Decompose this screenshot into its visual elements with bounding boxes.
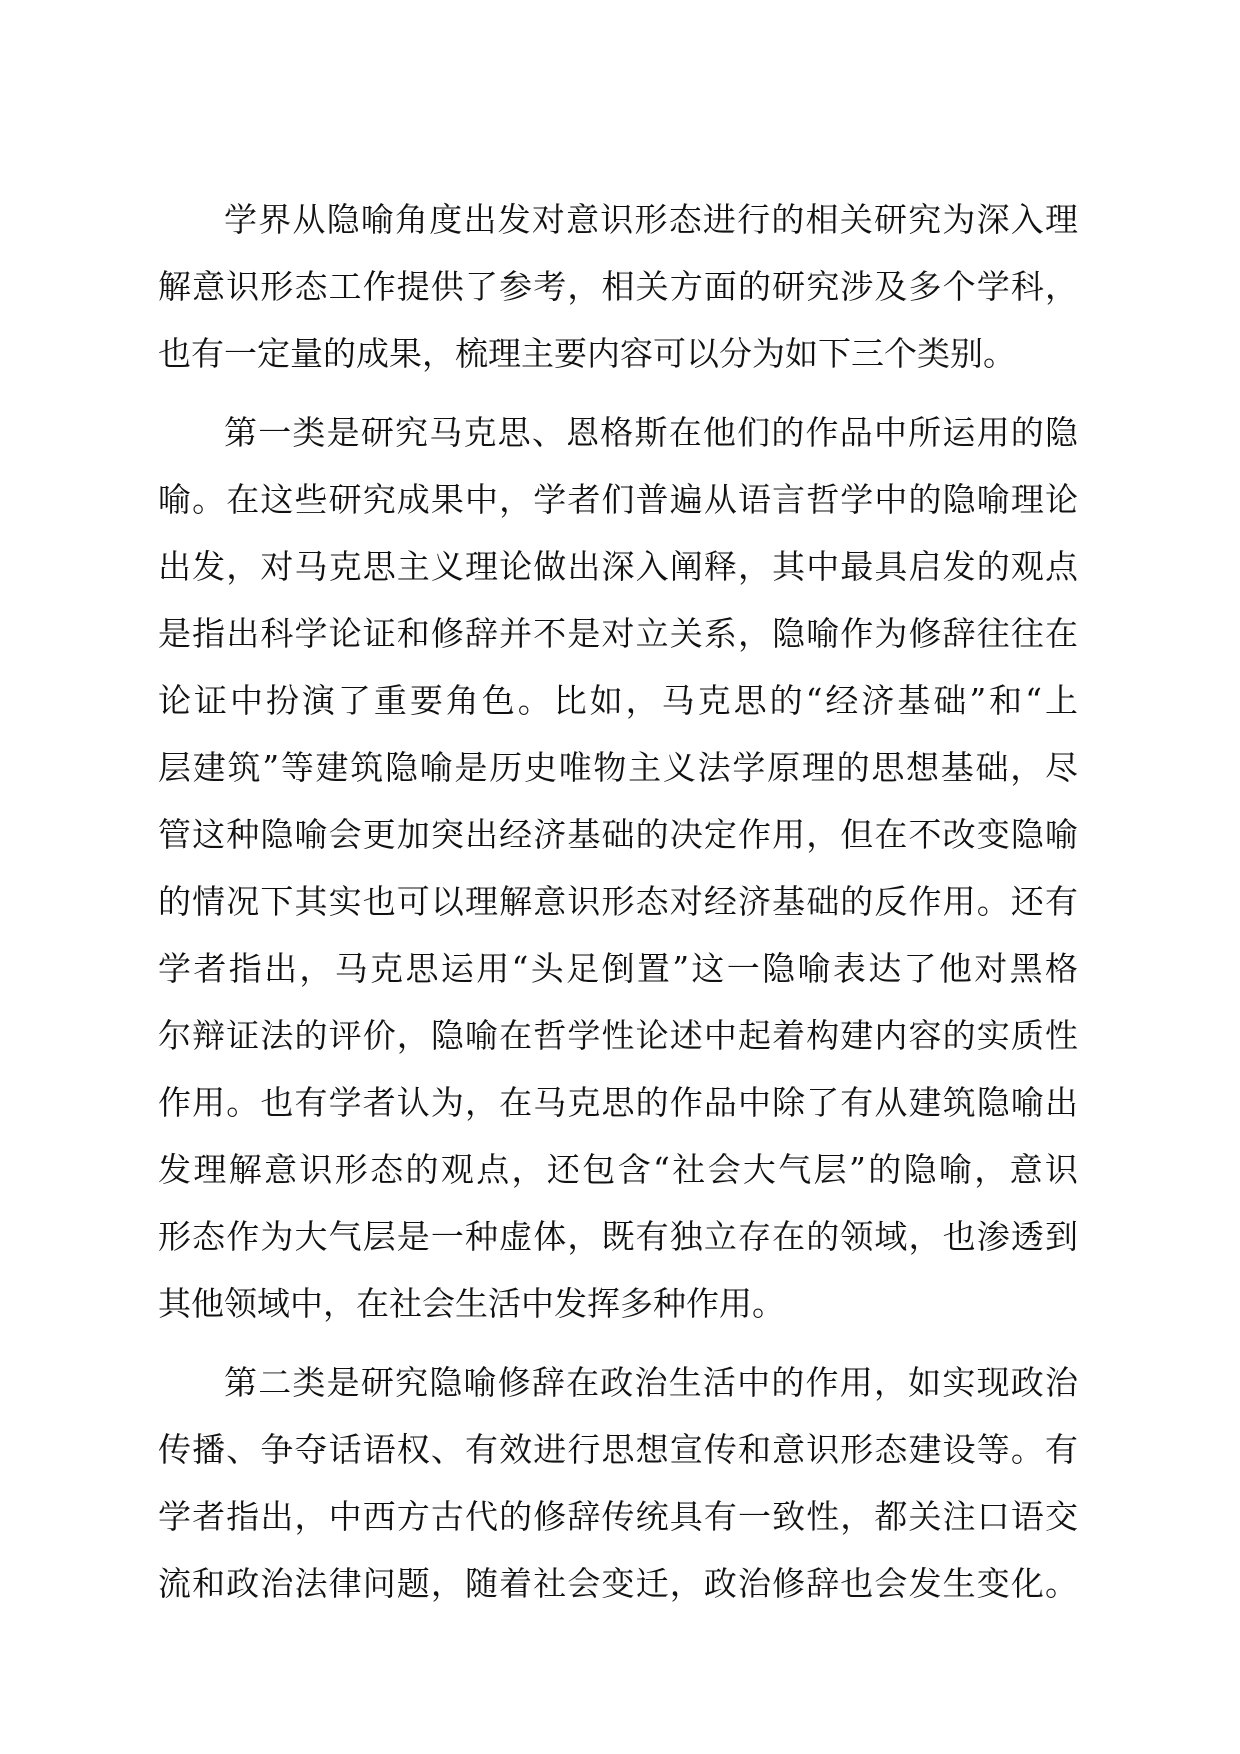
paragraph-3	[158, 1349, 1078, 1617]
paragraph-line: 作用。也有学者认为，在马克思的作品中除了有从建筑隐喻出	[158, 1083, 1078, 1122]
paragraph-line: 层建筑”等建筑隐喻是历史唯物主义法学原理的思想基础，尽	[158, 748, 1078, 787]
paragraph-line: 也有一定量的成果，梳理主要内容可以分为如下三个类别。	[158, 334, 1016, 373]
paragraph-line: 形态作为大气层是一种虚体，既有独立存在的领域，也渗透到	[158, 1217, 1078, 1256]
paragraph-line: 学界从隐喻角度出发对意识形态进行的相关研究为深入理	[224, 200, 1078, 239]
paragraph-line: 其他领域中，在社会生活中发挥多种作用。	[158, 1284, 785, 1323]
paragraph-line: 是指出科学论证和修辞并不是对立关系，隐喻作为修辞往往在	[158, 614, 1078, 653]
paragraph-line: 论证中扮演了重要角色。比如，马克思的“经济基础”和“上	[158, 681, 1078, 720]
paragraph-line: 喻。在这些研究成果中，学者们普遍从语言哲学中的隐喻理论	[158, 480, 1078, 519]
paragraph-line: 学者指出，马克思运用“头足倒置”这一隐喻表达了他对黑格	[158, 949, 1078, 988]
paragraph-line: 的情况下其实也可以理解意识形态对经济基础的反作用。还有	[158, 882, 1078, 921]
paragraph-line: 管这种隐喻会更加突出经济基础的决定作用，但在不改变隐喻	[158, 815, 1078, 854]
paragraph-line: 尔辩证法的评价，隐喻在哲学性论述中起着构建内容的实质性	[158, 1016, 1078, 1055]
paragraph-line: 出发，对马克思主义理论做出深入阐释，其中最具启发的观点	[158, 547, 1078, 586]
document-body	[158, 186, 1078, 1617]
paragraph-line: 发理解意识形态的观点，还包含“社会大气层”的隐喻，意识	[158, 1150, 1078, 1189]
paragraph-1	[158, 186, 1078, 387]
paragraph-line: 学者指出，中西方古代的修辞传统具有一致性，都关注口语交	[158, 1497, 1078, 1536]
paragraph-line: 流和政治法律问题，随着社会变迁，政治修辞也会发生变化。	[158, 1564, 1078, 1603]
paragraph-line: 第一类是研究马克思、恩格斯在他们的作品中所运用的隐	[224, 413, 1078, 452]
paragraph-line: 解意识形态工作提供了参考，相关方面的研究涉及多个学科，	[158, 267, 1078, 306]
paragraph-line: 第二类是研究隐喻修辞在政治生活中的作用，如实现政治	[224, 1363, 1078, 1402]
paragraph-2	[158, 399, 1078, 1337]
paragraph-spacer	[158, 387, 1078, 399]
paragraph-spacer	[158, 1337, 1078, 1349]
paragraph-line: 传播、争夺话语权、有效进行思想宣传和意识形态建设等。有	[158, 1430, 1078, 1469]
